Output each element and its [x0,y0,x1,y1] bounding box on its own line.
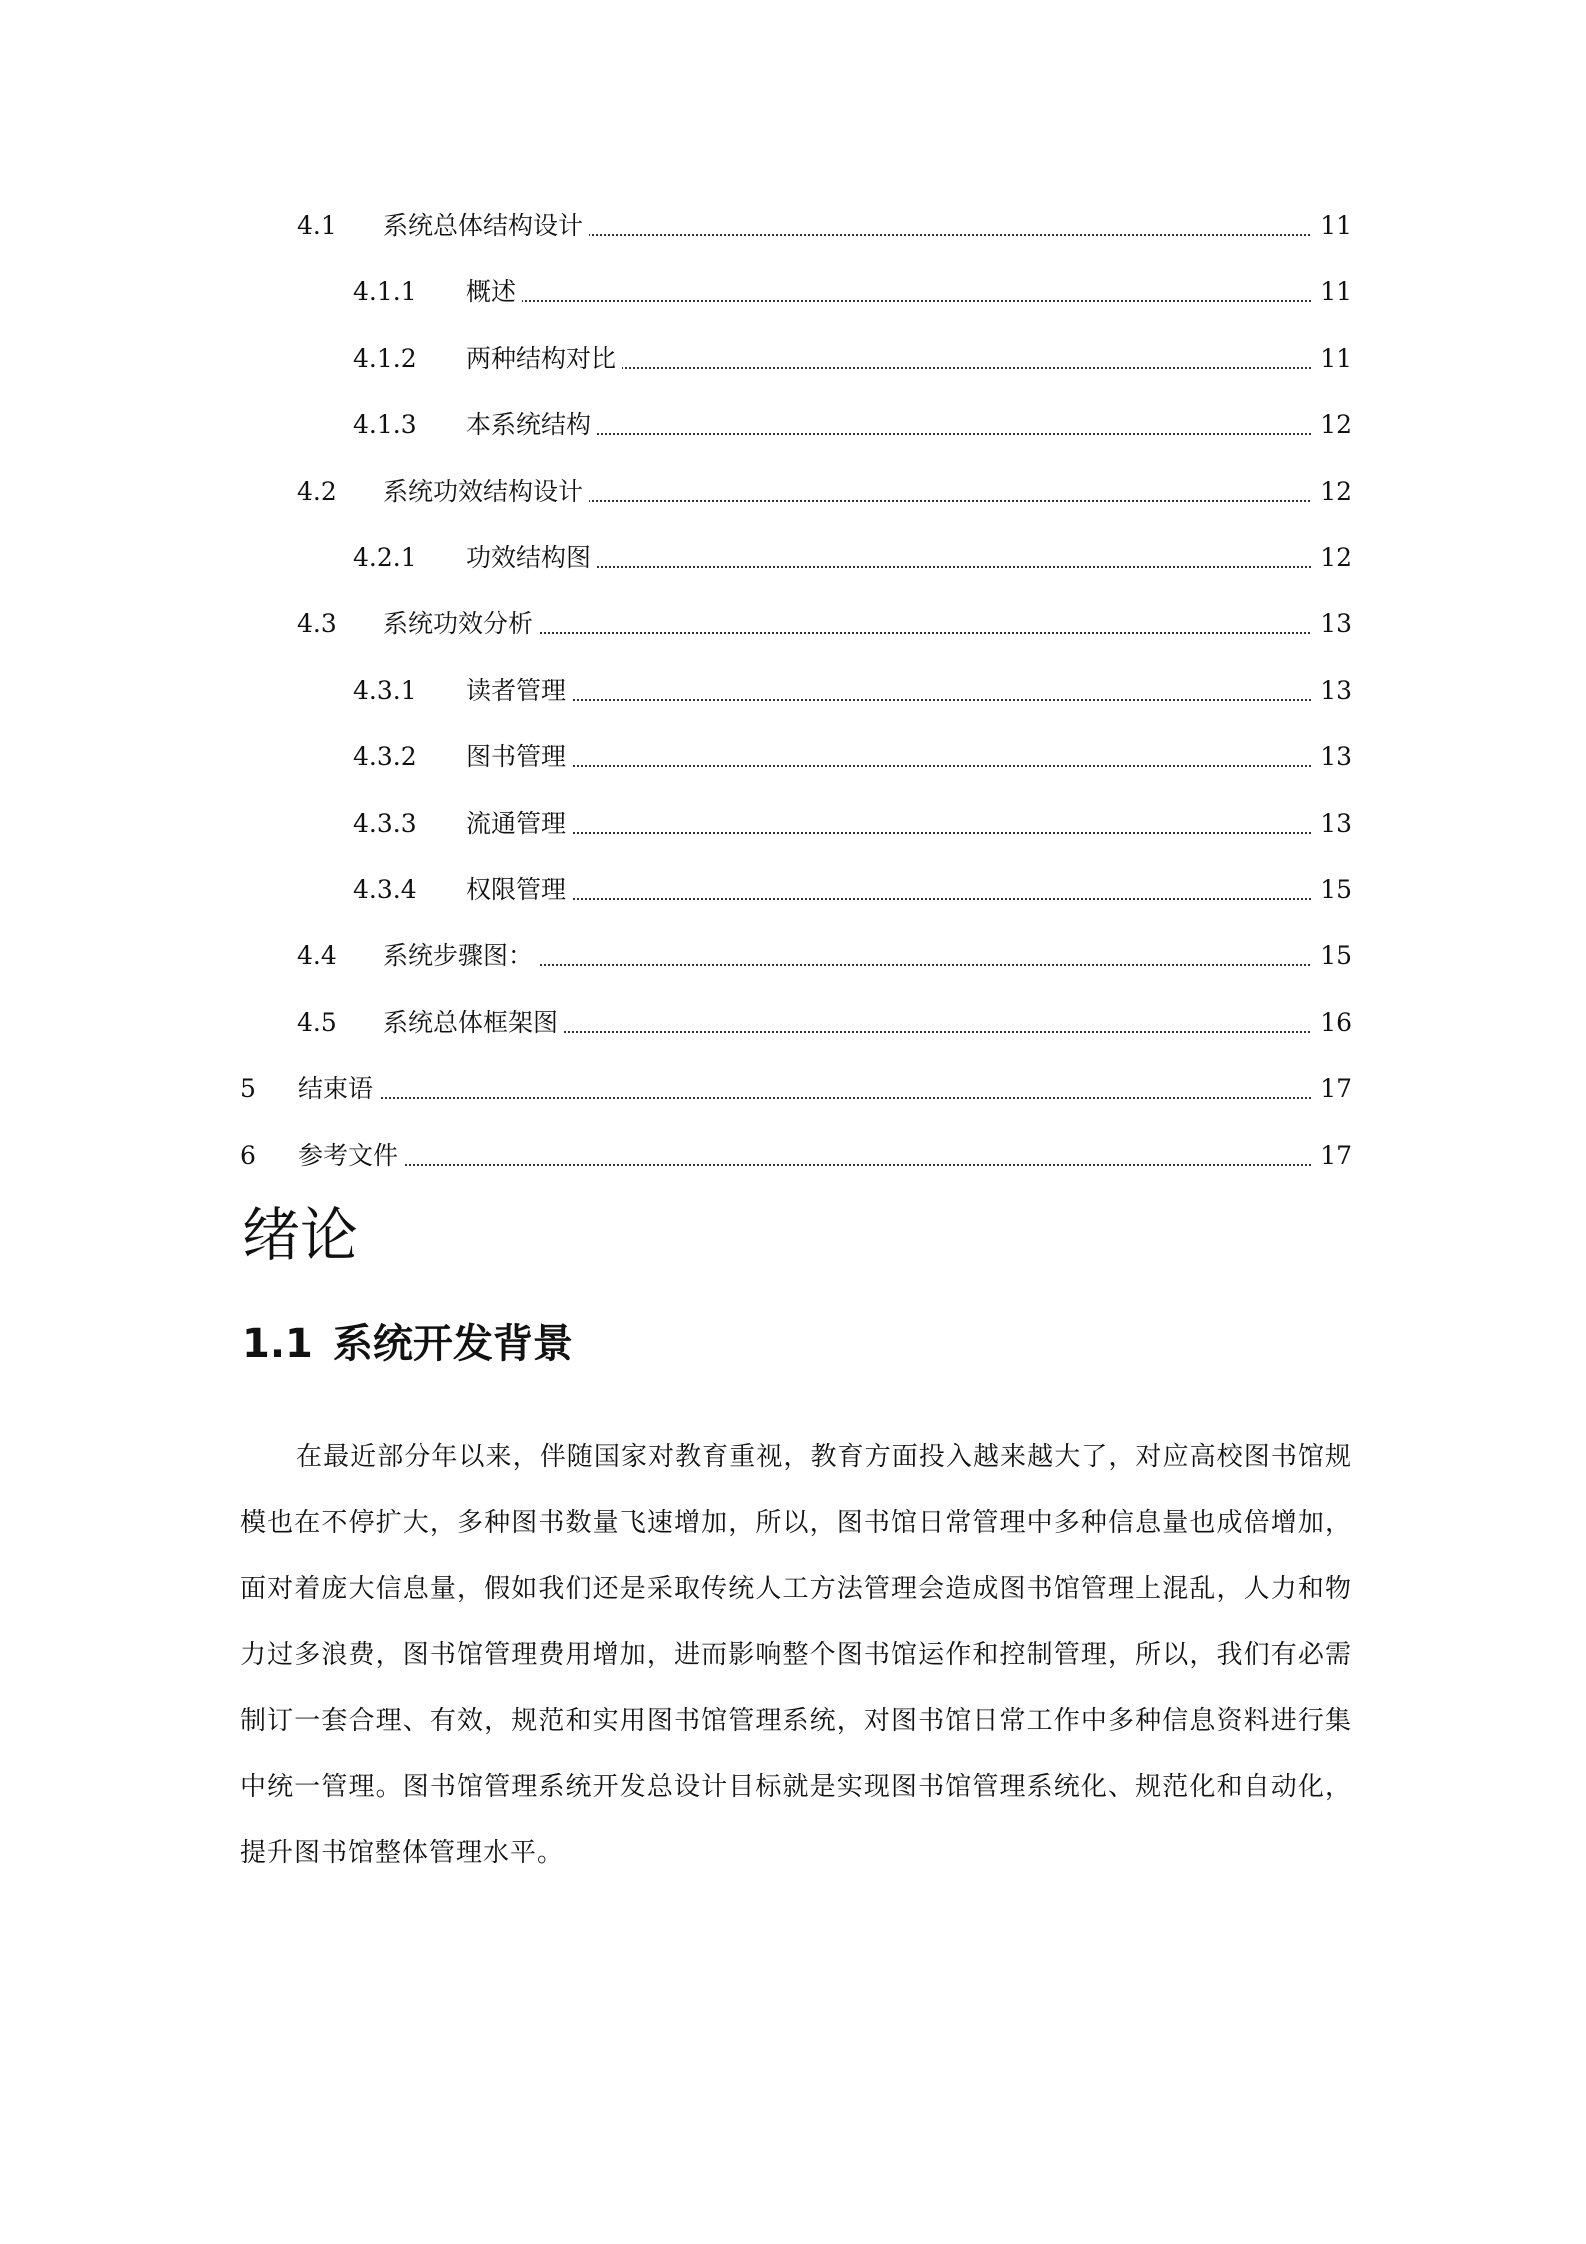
toc-entry-page: 13 [1312,804,1352,844]
toc-entry-title: 权限管理 [466,870,572,910]
toc-entry-number: 4.1.1 [353,277,417,307]
toc-entry[interactable] [0,1003,1586,1043]
toc-entry-title: 本系统结构 [466,405,597,445]
toc-leader-dots [466,737,1338,777]
toc-entry-page: 11 [1312,272,1352,312]
toc-leader-dots [466,870,1338,910]
toc-entry-number: 4.1.3 [353,410,417,440]
toc-entry-title: 功效结构图 [466,538,597,578]
toc-entry-title: 系统总体结构设计 [383,206,589,246]
toc-leader-dots [466,804,1338,844]
toc-entry-number: 4.2.1 [353,543,417,572]
toc-entry-page: 17 [1312,1069,1352,1109]
toc-entry[interactable] [0,737,1586,777]
toc-entry-title: 结束语 [298,1069,379,1109]
toc-entry-page: 11 [1312,206,1352,246]
toc-entry-number: 4.3.3 [353,808,417,838]
toc-entry-title: 系统步骤图： [383,936,539,976]
toc-entry-page: 12 [1312,538,1352,578]
toc-entry[interactable] [0,272,1586,312]
toc-entry[interactable] [0,870,1586,910]
toc-entry-page: 17 [1312,1136,1352,1176]
toc-entry-title: 流通管理 [466,804,572,844]
toc-entry-title: 读者管理 [466,671,572,711]
toc-entry[interactable] [0,206,1586,246]
toc-entry[interactable] [0,339,1586,379]
section-number: 1.1 [242,1321,313,1367]
toc-entry-number: 4.3 [297,609,337,639]
toc-entry-number: 4.3.1 [353,675,417,705]
section-heading [242,1312,573,1369]
toc-entry-page: 13 [1312,737,1352,777]
toc-entry-number: 4.5 [297,1007,337,1037]
toc-leader-dots [298,1136,1338,1176]
toc-entry-page: 16 [1312,1003,1352,1043]
toc-entry-title: 系统总体框架图 [383,1003,564,1043]
toc-entry[interactable] [0,604,1586,644]
toc-entry-number: 4.3.2 [353,742,417,772]
toc-entry[interactable] [0,405,1586,445]
toc-entry-title: 参考文件 [298,1136,404,1176]
toc-entry-page: 15 [1312,870,1352,910]
chapter-title: 绪论 [242,1201,359,1269]
toc-leader-dots [466,272,1338,312]
section-title-text: 系统开发背景 [332,1321,573,1367]
body-paragraph: 在最近部分年以来，伴随国家对教育重视，教育方面投入越来越大了，对应高校图书馆规模也在不停扩大，多种图书数量飞速增加，所以，图书馆日常管理中多种信息量也成倍增加，面对着庞大信息量，假如我们还是采取传统人工方法管理会造成图书馆管理上混乱，人力和物力过多浪费，图书馆管理费用增加，进而影响整个图书馆运作和控制管理，所以，我们有必需制订一套合理、有效，规范和实用图书馆管理系统，对图书馆日常工作中多种信息资料进行集中统一管理。图书馆管理系统开发总设计目标就是实现图书馆管理系统化、规范化和自动化，提升图书馆整体管理水平。 [240,1442,1352,1868]
toc-entry-page: 15 [1312,936,1352,976]
toc-entry[interactable] [0,804,1586,844]
toc-entry-number: 6 [240,1140,256,1170]
toc-entry-title: 图书管理 [466,737,572,777]
toc-entry-page: 13 [1312,604,1352,644]
toc-entry-number: 4.4 [297,941,337,971]
toc-leader-dots [298,1069,1338,1109]
toc-entry-page: 12 [1312,405,1352,445]
toc-entry-title: 概述 [466,272,522,312]
toc-entry-page: 12 [1312,472,1352,512]
toc-entry-number: 4.1 [297,211,337,240]
toc-entry[interactable] [0,1136,1586,1176]
toc-entry-page: 13 [1312,671,1352,711]
toc-entry[interactable] [0,936,1586,976]
toc-entry[interactable] [0,1069,1586,1109]
toc-entry-title: 系统功效分析 [383,604,539,644]
toc-leader-dots [466,671,1338,711]
toc-entry-page: 11 [1312,339,1352,379]
toc-entry[interactable] [0,538,1586,578]
toc-entry-title: 系统功效结构设计 [383,472,589,512]
toc-entry-number: 4.3.4 [353,875,417,904]
toc-entry-number: 4.1.2 [353,343,417,373]
toc-entry-title: 两种结构对比 [466,339,622,379]
toc-entry-number: 4.2 [297,476,337,506]
toc-entry-number: 5 [240,1074,256,1104]
toc-entry[interactable] [0,472,1586,512]
toc-entry[interactable] [0,671,1586,711]
